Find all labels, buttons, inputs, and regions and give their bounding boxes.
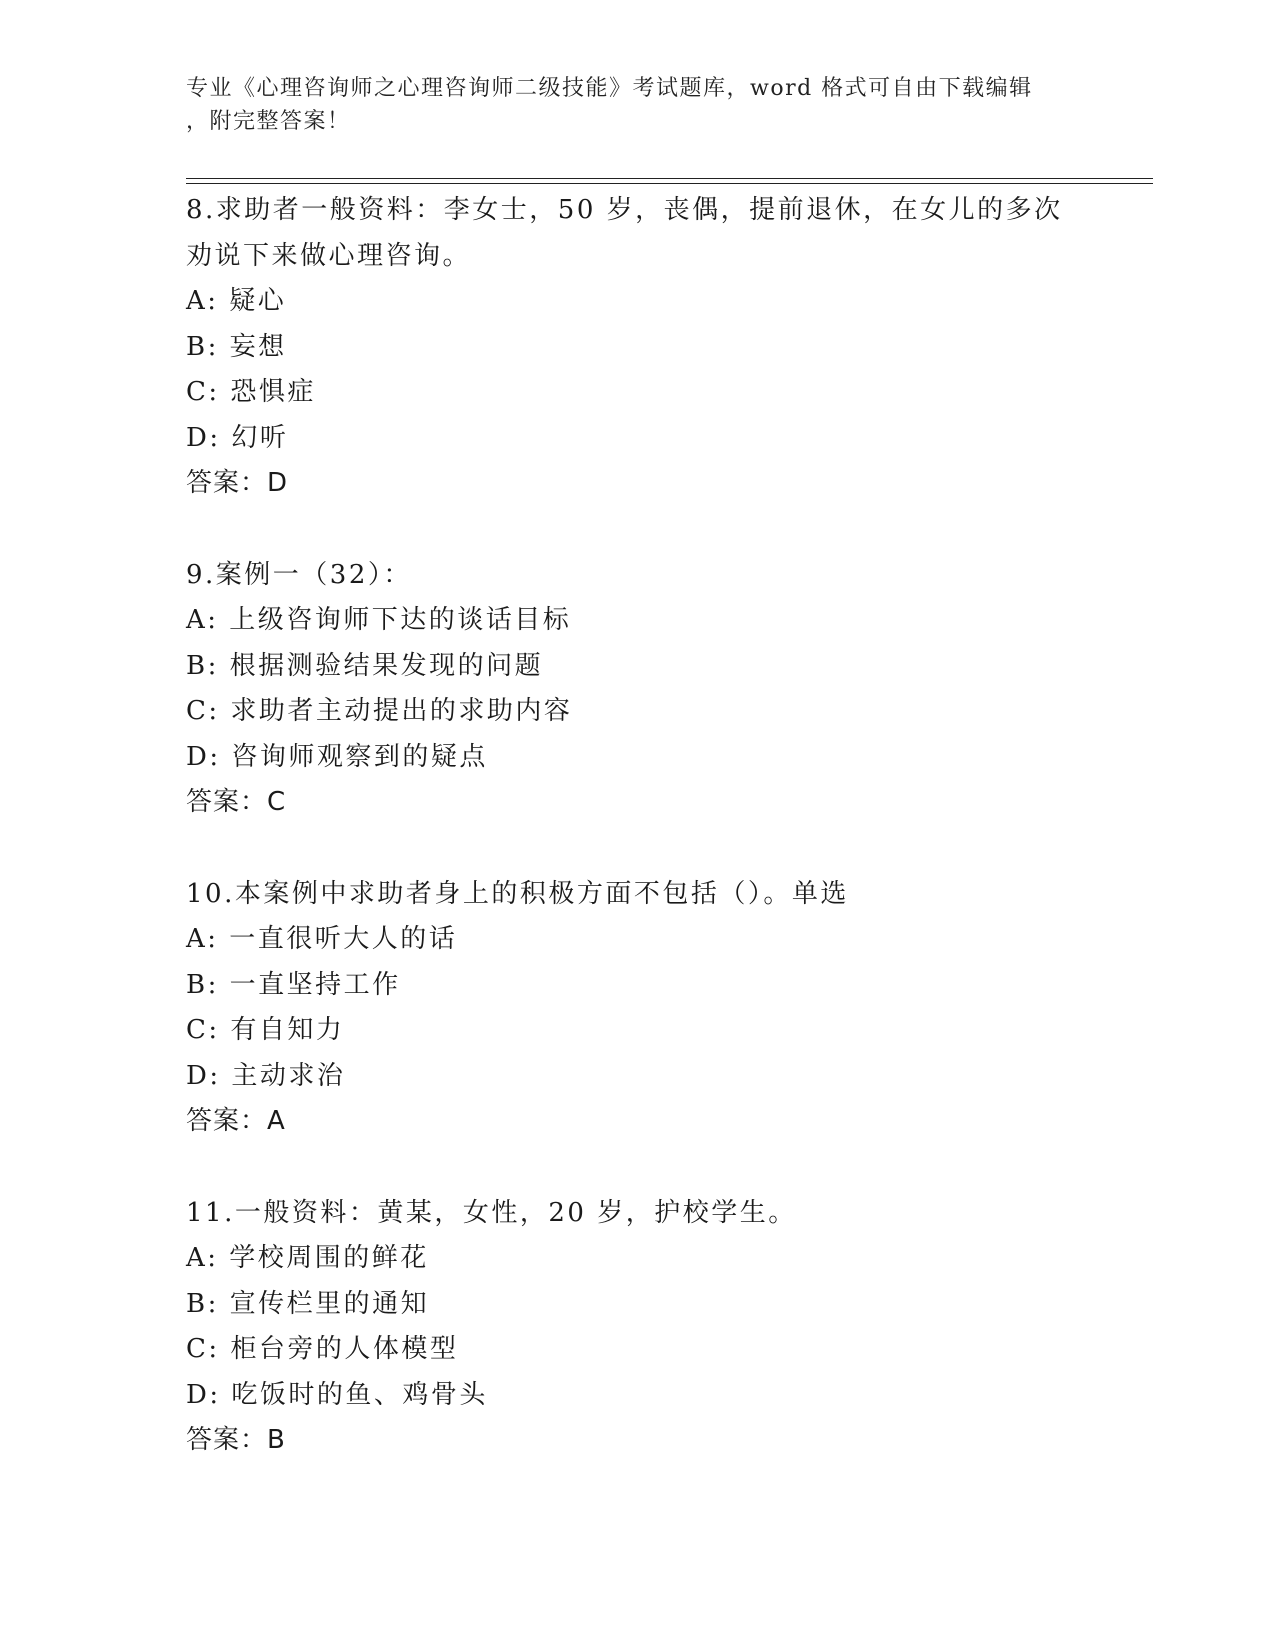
- answer: 答案：B: [186, 1425, 286, 1455]
- option-d: D: 幻听: [186, 422, 289, 453]
- option-d: D: 主动求治: [186, 1060, 346, 1091]
- option-c: C: 恐惧症: [186, 377, 316, 407]
- option-a: A: 一直很听大人的话: [186, 924, 458, 954]
- question-stem: 11.一般资料：黄某，女性，20 岁，护校学生。: [186, 1197, 797, 1228]
- question-list: [186, 188, 1086, 1510]
- option-c: C: 柜台旁的人体模型: [186, 1334, 459, 1364]
- header-line-1: 专业《心理咨询师之心理咨询师二级技能》考试题库，word 格式可自由下载编辑: [186, 76, 1033, 101]
- option-c: C: 求助者主动提出的求助内容: [186, 696, 573, 726]
- question-11: [186, 1191, 1086, 1464]
- option-a: A: 学校周围的鲜花: [186, 1243, 429, 1273]
- answer: 答案：D: [186, 468, 289, 498]
- question-9: [186, 553, 1086, 826]
- option-b: B: 妄想: [186, 331, 287, 362]
- question-stem: 10.本案例中求助者身上的积极方面不包括（）。单选: [186, 878, 849, 909]
- option-b: B: 一直坚持工作: [186, 969, 401, 1000]
- option-a: A: 上级咨询师下达的谈话目标: [186, 605, 572, 635]
- option-a: A: 疑心: [186, 286, 287, 316]
- question-stem: 9.案例一（32）：: [186, 559, 412, 590]
- answer: 答案：A: [186, 1106, 286, 1136]
- document-header: [186, 72, 1066, 138]
- question-8: [186, 188, 1086, 507]
- option-b: B: 宣传栏里的通知: [186, 1288, 430, 1319]
- answer: 答案：C: [186, 787, 287, 817]
- header-divider-top: [186, 178, 1153, 179]
- option-d: D: 吃饭时的鱼、鸡骨头: [186, 1379, 488, 1410]
- question-10: [186, 872, 1086, 1145]
- option-c: C: 有自知力: [186, 1015, 345, 1045]
- option-b: B: 根据测验结果发现的问题: [186, 650, 544, 681]
- question-stem: 劝说下来做心理咨询。: [186, 240, 472, 271]
- option-d: D: 咨询师观察到的疑点: [186, 741, 488, 772]
- header-line-2: ，附完整答案！: [186, 109, 351, 134]
- header-divider-bottom: [186, 183, 1153, 184]
- question-stem: 8.求助者一般资料：李女士，50 岁，丧偶，提前退休，在女儿的多次: [186, 195, 1063, 225]
